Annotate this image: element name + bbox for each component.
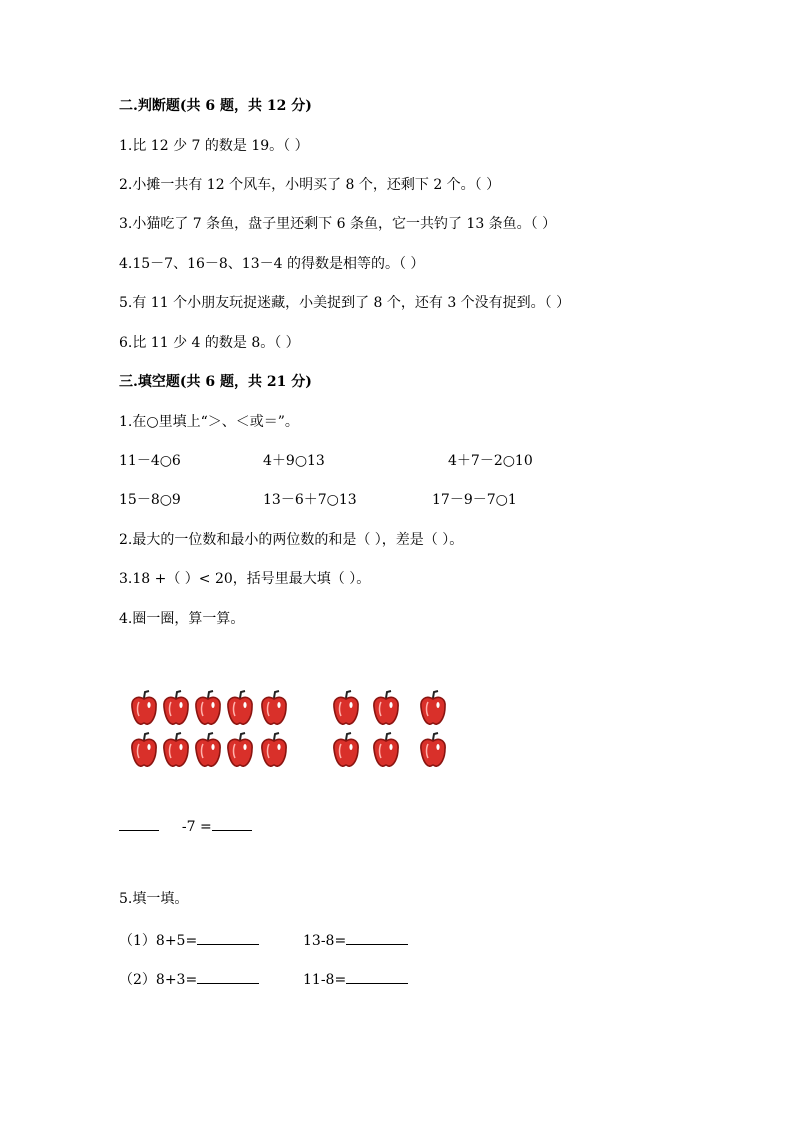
judge-item-3: 3.小猫吃了 7 条鱼，盘子里还剩下 6 条鱼，它一共钓了 13 条鱼。（ ） bbox=[119, 216, 557, 232]
section-3-heading: 三.填空题(共 6 题，共 21 分) bbox=[119, 374, 312, 390]
apple-icon bbox=[161, 690, 191, 726]
expr: 13-8= bbox=[303, 933, 347, 949]
judge-item-1: 1.比 12 少 7 的数是 19。（ ） bbox=[119, 138, 309, 154]
apple-icon bbox=[331, 732, 361, 768]
apple-icon bbox=[225, 732, 255, 768]
compare-expr: 13－6＋7○13 bbox=[263, 492, 357, 508]
expr: 8+3= bbox=[155, 972, 198, 988]
section-2-heading: 二.判断题(共 6 题，共 12 分) bbox=[119, 98, 312, 114]
apple-icon bbox=[161, 732, 191, 768]
equation-operator: -7 = bbox=[181, 819, 212, 835]
apple-icon bbox=[418, 690, 448, 726]
answer-blank[interactable] bbox=[119, 816, 159, 831]
compare-expr: 17－9－7○1 bbox=[432, 492, 517, 508]
judge-item-6: 6.比 11 少 4 的数是 8。（ ） bbox=[119, 335, 300, 351]
answer-blank[interactable] bbox=[346, 930, 408, 945]
compare-expr: 4＋7－2○10 bbox=[448, 453, 533, 469]
apple-icon bbox=[193, 690, 223, 726]
fill-q3: 3.18 +（ ）< 20，括号里最大填（ ）。 bbox=[119, 571, 371, 587]
q5-row-1 bbox=[119, 930, 259, 951]
judge-item-4: 4.15－7、16－8、13－4 的得数是相等的。（ ） bbox=[119, 256, 425, 272]
answer-blank[interactable] bbox=[197, 930, 259, 945]
apple-icon bbox=[371, 732, 401, 768]
expr: 8+5= bbox=[155, 933, 198, 949]
apple-icon bbox=[259, 690, 289, 726]
expr: 11-8= bbox=[303, 972, 347, 988]
fill-q4-prompt: 4.圈一圈，算一算。 bbox=[119, 611, 245, 627]
apple-icon bbox=[129, 690, 159, 726]
row-number: （1） bbox=[119, 933, 156, 949]
q5-row-2-b bbox=[303, 969, 408, 990]
apple-icon bbox=[418, 732, 448, 768]
q5-row-1-b bbox=[303, 930, 408, 951]
apple-icon bbox=[371, 690, 401, 726]
answer-blank[interactable] bbox=[197, 969, 259, 984]
fill-q2: 2.最大的一位数和最小的两位数的和是（ ），差是（ ）。 bbox=[119, 532, 464, 548]
fill-q5-prompt: 5.填一填。 bbox=[119, 891, 189, 907]
answer-blank[interactable] bbox=[212, 816, 252, 831]
judge-item-2: 2.小摊一共有 12 个风车，小明买了 8 个，还剩下 2 个。（ ） bbox=[119, 177, 501, 193]
compare-expr: 4＋9○13 bbox=[263, 453, 325, 469]
apple-icon bbox=[225, 690, 255, 726]
apple-icon bbox=[259, 732, 289, 768]
apple-icon bbox=[129, 732, 159, 768]
apple-icon bbox=[193, 732, 223, 768]
compare-expr: 11－4○6 bbox=[119, 453, 181, 469]
answer-blank[interactable] bbox=[346, 969, 408, 984]
compare-expr: 15－8○9 bbox=[119, 492, 181, 508]
q5-row-2 bbox=[119, 969, 259, 990]
fill-q1-prompt: 1.在○里填上“＞、＜或＝”。 bbox=[119, 414, 299, 430]
apple-icon bbox=[331, 690, 361, 726]
row-number: （2） bbox=[119, 972, 156, 988]
judge-item-5: 5.有 11 个小朋友玩捉迷藏，小美捉到了 8 个，还有 3 个没有捉到。（ ） bbox=[119, 295, 571, 311]
fill-q4-equation bbox=[119, 816, 252, 837]
